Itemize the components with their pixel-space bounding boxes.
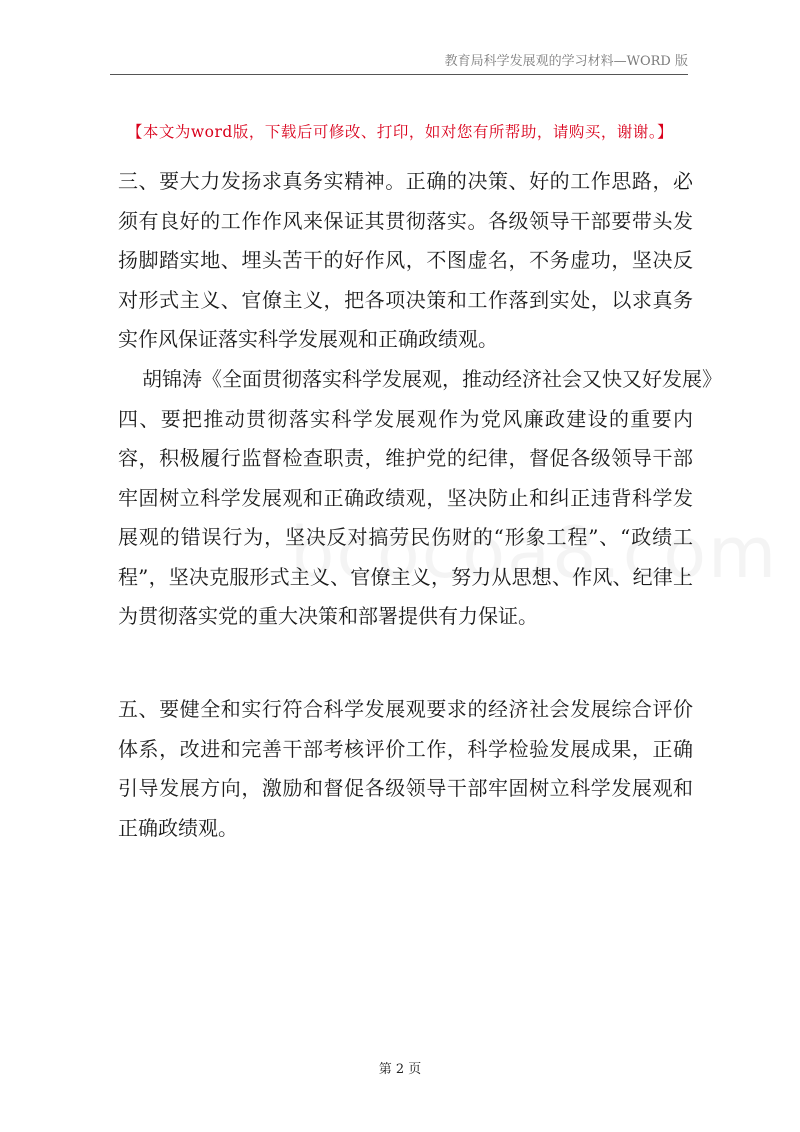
paragraph-3-block: [118, 162, 693, 360]
citation-line: 胡锦涛《全面贯彻落实科学发展观，推动经济社会又快又好发展》: [142, 367, 722, 391]
paragraph-4-block: [118, 360, 722, 637]
page-number: 第 2 页: [378, 1062, 422, 1077]
paragraph-5-block: [118, 690, 693, 848]
paragraph-4: 四、要把推动贯彻落实科学发展观作为党风廉政建设的重要内容，积极履行监督检查职责，维护党的纪律，督促各级领导干部牢固树立科学发展观和正确政绩观，坚决防止和纠正违背科学发展观的错误行为，坚决反对搞劳民伤财的“形象工程”、“政绩工程”，坚决克服形式主义、官僚主义，努力从思想、作风、纪律上为贯彻落实党的重大决策和部署提供有力保证。: [118, 406, 693, 628]
paragraph-3: 三、要大力发扬求真务实精神。正确的决策、好的工作思路，必须有良好的工作作风来保证其贯彻落实。各级领导干部要带头发扬脚踏实地、埋头苦干的好作风，不图虚名，不务虚功，坚决反对形式主义、官僚主义，把各项决策和工作落到实处，以求真务实作风保证落实科学发展观和正确政绩观。: [118, 169, 693, 351]
page-header: [110, 52, 688, 75]
page-footer: [0, 1058, 800, 1077]
header-title: 教育局科学发展观的学习材料—WORD 版: [444, 54, 688, 69]
paragraph-5: 五、要健全和实行符合科学发展观要求的经济社会发展综合评价体系，改进和完善干部考核评价工作，科学检验发展成果，正确引导发展方向，激励和督促各级领导干部牢固树立科学发展观和正确政绩观。: [118, 697, 693, 840]
download-notice: 【本文为word版，下载后可修改、打印，如对您有所帮助，请购买，谢谢。】: [126, 123, 674, 141]
